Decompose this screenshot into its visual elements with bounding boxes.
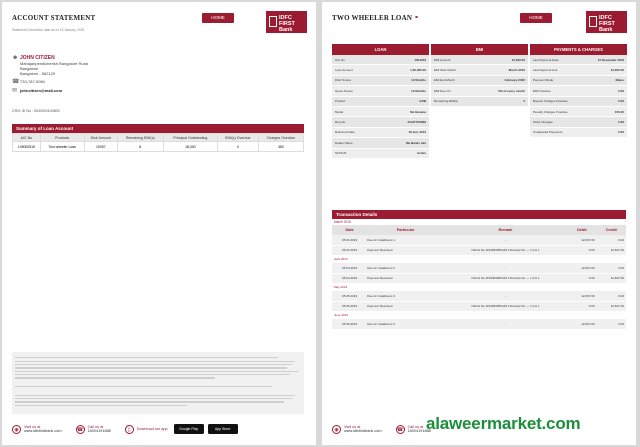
info-label: EMI Due On bbox=[434, 88, 451, 93]
visit-link[interactable]: ◉ Visit us at www.idfcfirstbank.com bbox=[12, 425, 62, 434]
info-label: Remaining EMI(s) bbox=[434, 99, 459, 104]
summary-cell: Two wheeler Loan bbox=[40, 142, 84, 152]
info-row bbox=[332, 107, 429, 117]
transaction-cell: NACH No 1154903956415 4 Receipt No — L N A L bbox=[444, 301, 567, 311]
info-value: 1001253 bbox=[414, 57, 426, 62]
call-link[interactable]: ☎ Call us at 18004191888 bbox=[396, 425, 431, 433]
transactions-header-cell: Particular bbox=[367, 225, 443, 235]
home-button[interactable]: HOME bbox=[202, 13, 234, 23]
mail-icon: ✉ bbox=[12, 88, 18, 94]
transaction-cell: 05.05.2019 bbox=[332, 301, 367, 311]
info-value: 4-DB bbox=[418, 99, 426, 104]
info-row bbox=[530, 65, 627, 75]
transaction-cell: - bbox=[444, 263, 567, 273]
mobile-icon: ▯ bbox=[125, 425, 134, 434]
info-row bbox=[431, 97, 528, 107]
transaction-cell: 12,847.00 bbox=[567, 235, 596, 245]
info-row bbox=[431, 86, 528, 96]
info-row bbox=[332, 55, 429, 65]
transaction-cell: NACH No 1154903956415 4 Receipt No — L N A L bbox=[444, 273, 567, 283]
summary-header-cell: A/C No bbox=[13, 134, 41, 142]
transaction-cell: - bbox=[444, 235, 567, 245]
info-value: Active bbox=[416, 151, 426, 156]
transaction-cell: 05.04.2019 bbox=[332, 263, 367, 273]
google-play-button[interactable]: Google Play bbox=[174, 424, 204, 434]
info-value: 1,00,000.00 bbox=[410, 68, 426, 73]
summary-header-cell: Remaining EMI(s) bbox=[117, 134, 163, 142]
info-value: Mates bbox=[615, 78, 624, 83]
month-label: April 2019 bbox=[332, 255, 626, 263]
address-line: Mahajanpendicherikh Bangalore Rural bbox=[20, 61, 89, 66]
transactions-table bbox=[332, 225, 626, 330]
info-value: February 2020 bbox=[504, 78, 525, 83]
month-label: June 2019 bbox=[332, 311, 626, 319]
transaction-cell: Due for Installment 2 bbox=[367, 263, 443, 273]
phone-icon: ☎ bbox=[12, 79, 20, 85]
summary-cell: 18,000 bbox=[163, 142, 217, 152]
two-wheeler-loan-page bbox=[322, 2, 636, 445]
info-value: 0.00 bbox=[618, 120, 624, 125]
transaction-cell: NACH No 1154903956415 4 Receipt No — L N A L bbox=[444, 245, 567, 255]
transaction-cell: Payment Received bbox=[367, 273, 443, 283]
info-row bbox=[332, 76, 429, 86]
info-row bbox=[530, 55, 627, 65]
customer-details bbox=[12, 55, 88, 97]
transaction-cell: 0.00 bbox=[597, 319, 626, 329]
info-value: 5th of every month bbox=[498, 88, 525, 93]
transaction-cell: 12,847.00 bbox=[567, 319, 596, 329]
crn-number: CRN: ID No : 5043091100800 bbox=[12, 109, 60, 113]
info-label: STATUS bbox=[335, 151, 347, 156]
table-row bbox=[13, 142, 304, 152]
table-row bbox=[332, 301, 626, 311]
transactions-title: Transaction Details bbox=[332, 210, 626, 219]
site-watermark: alaweermarket.com bbox=[426, 414, 581, 433]
transaction-cell: Due for Installment 1 bbox=[367, 235, 443, 245]
app-store-button[interactable]: App Store bbox=[208, 424, 238, 434]
info-value: 150.00 bbox=[614, 109, 624, 114]
transaction-cell: 05.03.2019 bbox=[332, 235, 367, 245]
column-header: EMI bbox=[431, 44, 528, 55]
transaction-cell: 0.00 bbox=[597, 291, 626, 301]
address-line: Bangalore bbox=[20, 66, 39, 71]
info-label: EMI Start Month bbox=[434, 68, 456, 73]
info-value: March 2019 bbox=[508, 68, 525, 73]
transaction-cell: 12,847.00 bbox=[597, 245, 626, 255]
info-value: 0.00 bbox=[618, 130, 624, 135]
address-line: Bangalore - 562129 bbox=[20, 71, 56, 76]
transaction-cell: Due for Installment 3 bbox=[367, 291, 443, 301]
summary-cell: 0 bbox=[217, 142, 258, 152]
table-row bbox=[332, 319, 626, 329]
info-value: 0.00 bbox=[618, 88, 624, 93]
transaction-cell: 12,847.00 bbox=[597, 301, 626, 311]
info-row bbox=[530, 86, 627, 96]
call-link[interactable]: ☎ Call us at 18004191888 bbox=[76, 425, 111, 433]
info-row bbox=[530, 107, 627, 117]
page-title: TWO WHEELER LOAN bbox=[332, 14, 413, 22]
info-label: Other Charges bbox=[533, 120, 553, 125]
transaction-cell: 12,847.00 bbox=[567, 291, 596, 301]
download-app: ▯ Download our app bbox=[125, 425, 168, 434]
transaction-cell: 05.06.2019 bbox=[332, 319, 367, 329]
customer-phone: 733-787-5084 bbox=[20, 79, 45, 84]
person-icon: ☻ bbox=[12, 55, 19, 61]
info-value: 12 Months bbox=[411, 88, 426, 93]
bank-logo[interactable]: IDFC FIRST Bank bbox=[586, 11, 627, 33]
info-row bbox=[431, 65, 528, 75]
transaction-cell: 0.00 bbox=[597, 235, 626, 245]
info-row bbox=[332, 65, 429, 75]
info-value: 15 December 2019 bbox=[597, 57, 624, 62]
table-row bbox=[332, 273, 626, 283]
info-label: Dealer Name bbox=[335, 140, 353, 145]
transactions-header-cell: Remark bbox=[444, 225, 567, 235]
transaction-cell: 12,847.00 bbox=[567, 263, 596, 273]
transaction-cell: 0.00 bbox=[567, 273, 596, 283]
transaction-cell: Payment Received bbox=[367, 245, 443, 255]
bike-icon: ⚭ bbox=[414, 15, 420, 21]
info-row bbox=[530, 76, 627, 86]
transaction-cell: 0.00 bbox=[567, 301, 596, 311]
info-row bbox=[332, 128, 429, 138]
transactions-header-cell: Credit bbox=[597, 225, 626, 235]
column-header: PAYMENTS & CHARGES bbox=[530, 44, 627, 55]
info-label: Payment Mode bbox=[533, 78, 554, 83]
info-value: 12,000.00 bbox=[511, 57, 525, 62]
summary-cell: 149000515 bbox=[13, 142, 41, 152]
customer-email: johncitizen@mail.com bbox=[20, 88, 63, 93]
transaction-cell: 12,847.00 bbox=[597, 273, 626, 283]
info-value: KA01YP9966 bbox=[407, 120, 426, 125]
info-label: Model bbox=[335, 109, 344, 114]
info-label: EMI Amount bbox=[434, 57, 451, 62]
table-row bbox=[332, 263, 626, 273]
info-value: 0.00 bbox=[618, 99, 624, 104]
summary-title: Summary of Loan Account bbox=[12, 124, 304, 133]
summary-header-cell: EMI(s) Overdue bbox=[217, 134, 258, 142]
summary-header-cell: Disb Amount bbox=[84, 134, 117, 142]
transaction-cell: - bbox=[444, 291, 567, 301]
logo-mark-icon bbox=[269, 16, 277, 27]
info-row bbox=[332, 117, 429, 127]
info-row bbox=[332, 86, 429, 96]
info-label: Last Payment Date bbox=[533, 57, 559, 62]
info-row bbox=[431, 76, 528, 86]
disclaimer-block bbox=[12, 352, 304, 414]
transaction-details bbox=[332, 210, 626, 330]
info-value: 12 Months bbox=[411, 78, 426, 83]
info-row bbox=[530, 117, 627, 127]
info-row bbox=[332, 97, 429, 107]
transaction-cell: - bbox=[444, 319, 567, 329]
customer-name: JOHN CITIZEN bbox=[20, 55, 55, 61]
footer bbox=[12, 421, 304, 437]
info-value: 2 bbox=[523, 99, 525, 104]
info-row bbox=[332, 149, 429, 159]
account-statement-page bbox=[2, 2, 316, 445]
transaction-cell: 0.00 bbox=[567, 245, 596, 255]
info-label: Disb Tenure bbox=[335, 78, 351, 83]
info-label: EMI End Month bbox=[434, 78, 455, 83]
info-value: 12,000.00 bbox=[610, 68, 624, 73]
home-button[interactable]: HOME bbox=[520, 13, 552, 23]
transactions-header-cell: Debit bbox=[567, 225, 596, 235]
info-label: Delivered Date bbox=[335, 130, 355, 135]
info-row bbox=[530, 128, 627, 138]
emi-column bbox=[431, 44, 528, 107]
transaction-cell: Due for Installment 4 bbox=[367, 319, 443, 329]
info-row bbox=[530, 97, 627, 107]
info-value: Me Banks Jan bbox=[405, 140, 426, 145]
info-value: 18 Jan, 2019 bbox=[408, 130, 426, 135]
info-label: Bounce Charges Overdue bbox=[533, 99, 568, 104]
transaction-cell: 05.05.2019 bbox=[332, 291, 367, 301]
loan-summary bbox=[12, 124, 304, 152]
table-row bbox=[332, 245, 626, 255]
table-row bbox=[332, 291, 626, 301]
summary-cell: 10057 bbox=[84, 142, 117, 152]
transactions-header-cell: Date bbox=[332, 225, 367, 235]
info-row bbox=[431, 55, 528, 65]
globe-icon: ◉ bbox=[12, 425, 21, 434]
info-label: Reg No bbox=[335, 120, 346, 125]
loan-column bbox=[332, 44, 429, 159]
transaction-cell: Payment Received bbox=[367, 301, 443, 311]
month-label: May 2019 bbox=[332, 283, 626, 291]
info-label: A/C No bbox=[335, 57, 345, 62]
phone-icon: ☎ bbox=[396, 426, 404, 433]
visit-link[interactable]: ◉ Visit us at www.idfcfirstbank.com bbox=[332, 425, 382, 434]
info-label: Gross Tenure bbox=[335, 88, 353, 93]
info-row bbox=[332, 138, 429, 148]
page-title: ACCOUNT STATEMENT bbox=[12, 14, 96, 22]
info-label: Loan Amount bbox=[335, 68, 353, 73]
summary-header-cell: Products bbox=[40, 134, 84, 142]
statement-date: Statement Generation date as on 15 January, 2020 bbox=[12, 28, 85, 32]
transaction-cell: 05.04.2019 bbox=[332, 273, 367, 283]
logo-mark-icon bbox=[589, 16, 597, 27]
table-row bbox=[332, 235, 626, 245]
info-label: Penalty Charges Overdue bbox=[533, 109, 568, 114]
info-label: Unadjusted Payments bbox=[533, 130, 563, 135]
summary-cell: 8 bbox=[117, 142, 163, 152]
phone-icon: ☎ bbox=[76, 426, 84, 433]
info-label: Last Payment Amt bbox=[533, 68, 558, 73]
summary-header-cell: Principal Outstanding bbox=[163, 134, 217, 142]
globe-icon: ◉ bbox=[332, 425, 341, 434]
transaction-cell: 05.03.2019 bbox=[332, 245, 367, 255]
transaction-cell: 0.00 bbox=[597, 263, 626, 273]
bank-logo[interactable]: IDFC FIRST Bank bbox=[266, 11, 307, 33]
summary-cell: 350 bbox=[258, 142, 303, 152]
info-label: Product bbox=[335, 99, 346, 104]
info-label: EMI Overdue bbox=[533, 88, 551, 93]
transactions-subtitle: March 2019 bbox=[332, 219, 626, 225]
summary-table bbox=[12, 133, 304, 152]
payments-column bbox=[530, 44, 627, 138]
info-value: Me Banana bbox=[410, 109, 426, 114]
column-header: LOAN bbox=[332, 44, 429, 55]
summary-header-cell: Charges Overdue bbox=[258, 134, 303, 142]
